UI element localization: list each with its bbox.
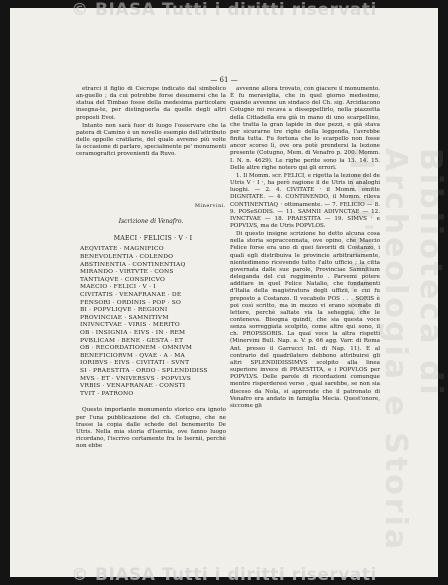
page-number: — 61 — <box>210 76 238 84</box>
left-paragraph-2: Intanto non sarà fuor di luogo l'osservare che la patera di Camino è un novello esempio dell'attributo delle oppolle cratilarie, del quale avremo più volte la occasione di parlare, specialmente pe' monumenti ceramografici provenienti da Ruvo. <box>76 122 226 158</box>
inscription-line: IORIBVS · EIVS · CIVITATI · SVNT <box>80 360 190 367</box>
inscription-line: OB · INSIGNIA · EIVS · IN · REM <box>80 330 186 336</box>
inscription-line: BI · POPVLIQVE · REGIONI <box>80 307 168 314</box>
inscription-line: MVS · ET · VNIVERSVS · POPVLVS <box>80 375 191 382</box>
bottom-watermark: © BIASA Tutti i diritti riservati <box>71 565 377 585</box>
right-paragraph-3: Di questo insigne scrizione ho detto alcuna cosa nella storia sopraccennata, ove opino, che Maecio Felice forse era uno di quei favoriti di Costanzo, i quali egli distribuiva le provincie arbitrariamente, nientedimeno ricevendo tutto l'alto ufficio ; la citta governata dalle sue parole, Provinciae Samnitium deleganda del cui reggimento . Parvemi potere additare in quel Felice Natalio, che fondamenti d'Italia della magistratura degli uffizii, e cui fu preposto a Costanzo. Il vocabolo POS . . . SORIS è poi così scritto, ma in mezzo vi erano scemate di lettere, perchè saltate via la seheggia, che le conteneva. Bisogna quindi, che sia questa voce senza sorreggiata scolpito, come altre qui sono, il ch. PROPSSORIS. La qual voce la altra rispetti (Minervini Bull. Nap. a. V. p. 66 agg. Varr. di Roma Ant. presso il Garrucci Inl. di Nap. 11). E al contrario del quadrilatero debbono attribuirsi gli altri SPLENDIDISSIMVS scolpito alla linea superiore invece di PRAESTITA, e i POPVLOS per POPVLVS. Delle parole di ricordazioni comunque mentre risperderesi verso , qual sarebbe, se non sia disceso da Nola, si apprende che il patronato di Venafro era andato in famiglia Mecia. Quest'onore, siccome gli <box>230 231 380 409</box>
inscription-line: MIRANDO · VIRTVTE · CONS <box>80 269 174 276</box>
inscription-line: AEQVITATE · MAGNIFICO <box>80 246 164 253</box>
inscription-line: SI · PRAESTITA · ORDO · SPLENDIDISS <box>80 367 208 374</box>
author-signature: Minervini. <box>194 202 226 209</box>
inscription-line: OB · RECORDATIONEM · OMNIVM <box>80 345 193 352</box>
top-watermark: © BIASA Tutti i diritti riservati <box>71 0 377 20</box>
inscription-line: MAECI · FELICIS · V · I <box>113 234 193 242</box>
inscription-line: TANTIAQVE · CONSPICVO <box>80 276 166 283</box>
inscription-line: VRBIS · VENAFRANAE · CONSTI <box>80 383 186 390</box>
inscription-line: PVBLICAM · BENE · GESTA · ET <box>80 337 184 344</box>
inscription-line: FENSORI · ORDINIS · POP · SO <box>80 299 182 306</box>
right-paragraph-2: 1. Il Momm. scr. FELICI, e rigetta la lezione del de Utris V · I ·, ha però ragione il de Utris in analoghi luoghi. — 2. 4. CIVITATE · il Momm. omitte DIGNITATE. — 4. CONTINENDO, il Momm. rileva CONTINENTIAQ · ottimamente. — 7. FELICIO — 8. 9. POSeSODIS. — 11. SAMNII ADIVNCTAE — 12. IVNCTVAE — 18. PRAESTITA — 19. SIMVS · e POPVLVS, ma de Utris POPVLOS. <box>230 172 380 229</box>
inscription-line: INIVNCTVAE · VIRIS · MERITO <box>80 322 180 329</box>
inscription-line: BENEFICIORVM · QVAE · A · MA <box>80 352 185 359</box>
inscription-line: PROVINCIAE · SAMNITIVM <box>80 314 169 321</box>
left-column <box>76 86 226 451</box>
left-paragraph-1: etrarci il figlio di Cecrope indicato dal simbolico an-guello ; da cui potrebbe forse desumersi che la statua del Timbao fosse della medesima particolare insegna-te, per distinguerla da quelle degli altri proposti Evoi. <box>76 86 226 121</box>
left-paragraph-after: Questo importante monumento storico era ignoto per l'una pubblicazione del ch. Cotugno, che ne trasse la copia dalle schede del benemerito De Utris. Nella mia storia d'Isernia, ove fanno luogo ricordano, l'iscrivo certamente fra le Isernii, perchè non ebbe <box>76 407 226 450</box>
side-watermark: Biblioteca di Archeologia e Storia dell'Arte <box>343 148 448 553</box>
inscription-line: CIVITATIS · VENAFRANAE · DE <box>80 292 182 299</box>
document-page <box>10 8 448 577</box>
inscription-line: MAECIO · FELICI · V · I <box>80 284 156 291</box>
right-column <box>230 86 380 411</box>
inscription-title: Iscrizione di Venafro. <box>118 217 184 225</box>
inscription-text <box>80 235 226 398</box>
right-paragraph-1: avvenne allora trovato, con giacere il monumento. È fu meraviglia, che in quel giorno medesimo, quando avvenne un sindaco del Ch. sig. Arcidiacono Cotugno mi recava a disseppellirlo, nella piazzetta della Cittadella era già in mano di uno scarpellino, che tratta la gran lapide in due pezzi, e già stava per sicurarne tre righe della leggenda, l'avrebbe finita tutta. Fu fortuna che lo scarpello non fosse ancor scorso lì, ove ora potè prendersi la lezione presente (Cotugno, Mem. di Venafro p. 200. Momm. I. N. n. 4629). Le righe perite sono la 13. 14. 15. Delle altre righe notero qui gli errori. <box>230 86 380 171</box>
inscription-line: BENEVOLENTIA · COLENDO <box>80 254 174 261</box>
inscription-line: ABSTINENTIA · CONTINENTIAQ <box>80 261 186 268</box>
inscription-line: TVIT · PATRONO <box>80 390 134 397</box>
